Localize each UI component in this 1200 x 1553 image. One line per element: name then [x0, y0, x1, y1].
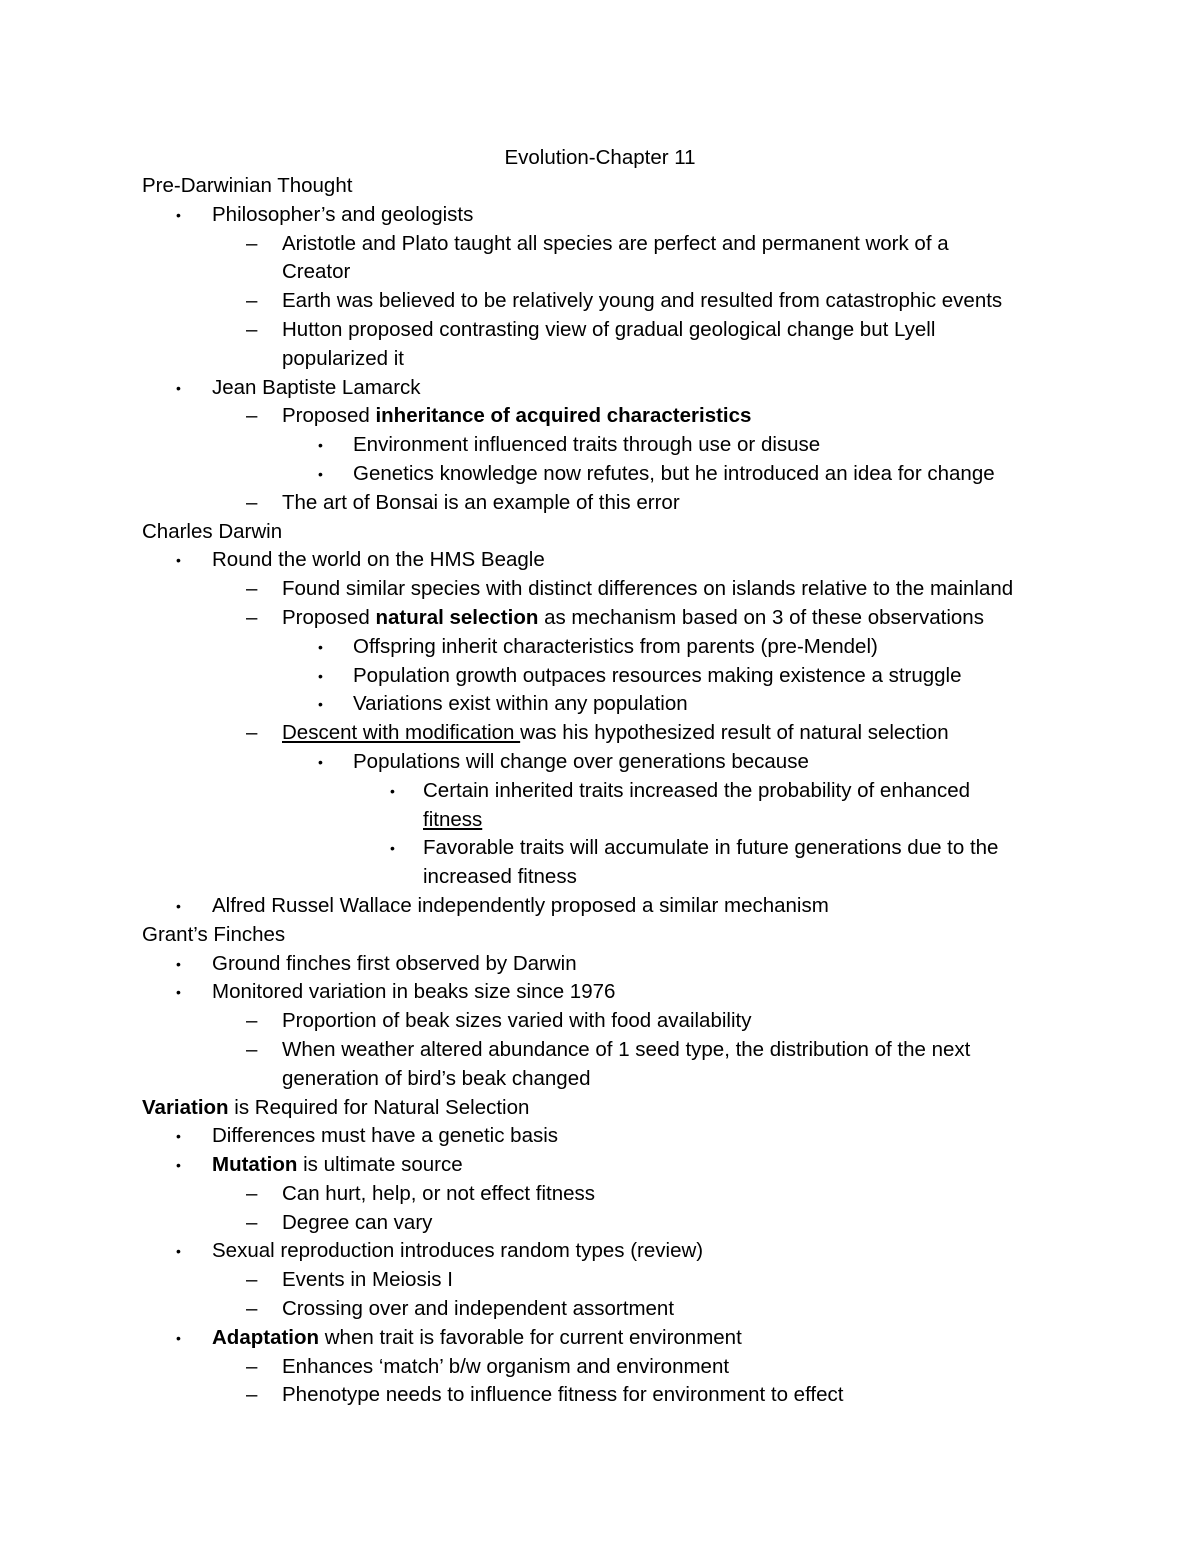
- item-text: as mechanism based on 3 of these observations: [538, 605, 984, 629]
- item-text: Ground finches first observed by Darwin: [212, 951, 577, 975]
- notes-body: [142, 172, 1142, 1410]
- item-text-continued: [142, 806, 1142, 835]
- bullet-marker: •: [390, 782, 395, 799]
- item-text: Alfred Russel Wallace independently proposed a similar mechanism: [212, 893, 829, 917]
- list-item: [142, 230, 1142, 259]
- list-item: [142, 402, 1142, 431]
- item-text-continued: increased fitness: [423, 865, 577, 889]
- list-item: [142, 431, 1142, 460]
- item-text: Proportion of beak sizes varied with food availability: [282, 1009, 752, 1033]
- list-item: [142, 575, 1142, 604]
- key-term: Variation: [142, 1095, 229, 1119]
- item-text: Can hurt, help, or not effect fitness: [282, 1181, 595, 1205]
- list-item: [142, 1122, 1142, 1151]
- item-text: Sexual reproduction introduces random types (review): [212, 1239, 704, 1263]
- key-term: Adaptation: [212, 1325, 320, 1349]
- list-item: [142, 1353, 1142, 1382]
- underlined-term: Descent with modification: [282, 721, 521, 745]
- item-text: Enhances ‘match’ b/w organism and environment: [282, 1354, 730, 1378]
- bullet-marker: •: [176, 552, 181, 569]
- item-text: Favorable traits will accumulate in future generations due to the: [423, 836, 999, 860]
- list-item: [142, 316, 1142, 345]
- list-item: [142, 978, 1142, 1007]
- section-heading: Charles Darwin: [142, 519, 283, 543]
- item-text: when trait is favorable for current environment: [319, 1325, 742, 1349]
- dash-marker: –: [246, 231, 258, 255]
- list-item: [142, 1266, 1142, 1295]
- item-text: Philosopher’s and geologists: [212, 202, 474, 226]
- dash-marker: –: [246, 1383, 258, 1407]
- list-item: [142, 201, 1142, 230]
- item-text: Differences must have a genetic basis: [212, 1124, 559, 1148]
- dash-marker: –: [246, 605, 258, 629]
- list-item: [142, 1036, 1142, 1065]
- list-item: [142, 604, 1142, 633]
- item-text: Phenotype needs to influence fitness for environment to effect: [282, 1383, 844, 1407]
- bullet-marker: •: [176, 955, 181, 972]
- list-item: [142, 892, 1142, 921]
- bullet-marker: •: [318, 667, 323, 684]
- key-term: natural selection: [375, 605, 539, 629]
- key-term: Mutation: [212, 1153, 298, 1177]
- list-item: [142, 287, 1142, 316]
- list-item: [142, 1381, 1142, 1410]
- item-text: Earth was believed to be relatively young and resulted from catastrophic events: [282, 289, 1003, 313]
- bullet-marker: •: [318, 465, 323, 482]
- item-text: When weather altered abundance of 1 seed type, the distribution of the next: [282, 1037, 971, 1061]
- list-item: [142, 460, 1142, 489]
- bullet-marker: •: [318, 753, 323, 770]
- item-text: Crossing over and independent assortment: [282, 1297, 675, 1321]
- dash-marker: –: [246, 721, 258, 745]
- dash-marker: –: [246, 404, 258, 428]
- bullet-marker: •: [176, 1329, 181, 1346]
- item-text: Jean Baptiste Lamarck: [212, 375, 421, 399]
- dash-marker: –: [246, 1297, 258, 1321]
- list-item: [142, 1151, 1142, 1180]
- list-item: [142, 834, 1142, 863]
- bullet-marker: •: [318, 696, 323, 713]
- bullet-marker: •: [176, 1157, 181, 1174]
- item-text: Environment influenced traits through use or disuse: [353, 433, 821, 457]
- underlined-term: fitness: [423, 807, 483, 831]
- item-text: The art of Bonsai is an example of this error: [282, 490, 680, 514]
- item-text: Certain inherited traits increased the probability of enhanced: [423, 778, 970, 802]
- list-item: [142, 1237, 1142, 1266]
- section-heading: [142, 1094, 1142, 1123]
- bullet-marker: •: [390, 840, 395, 857]
- item-text: Hutton proposed contrasting view of gradual geological change but Lyell: [282, 317, 936, 341]
- bullet-marker: •: [176, 206, 181, 223]
- item-text: was his hypothesized result of natural selection: [520, 721, 949, 745]
- item-text-continued: generation of bird’s beak changed: [282, 1066, 591, 1090]
- list-item: [142, 1295, 1142, 1324]
- list-item: [142, 489, 1142, 518]
- item-text: Found similar species with distinct differences on islands relative to the mainland: [282, 577, 1014, 601]
- key-term: inheritance of acquired characteristics: [375, 404, 752, 428]
- item-text-continued: popularized it: [282, 346, 404, 370]
- item-text: Populations will change over generations because: [353, 749, 809, 773]
- bullet-marker: •: [176, 897, 181, 914]
- item-text: Monitored variation in beaks size since 1976: [212, 980, 616, 1004]
- list-item: [142, 950, 1142, 979]
- dash-marker: –: [246, 1037, 258, 1061]
- bullet-marker: •: [318, 638, 323, 655]
- list-item: [142, 633, 1142, 662]
- list-item: [142, 748, 1142, 777]
- item-text: is ultimate source: [297, 1153, 463, 1177]
- bullet-marker: •: [176, 1128, 181, 1145]
- list-item: [142, 546, 1142, 575]
- list-item: [142, 690, 1142, 719]
- page-title: Evolution-Chapter 11: [504, 146, 696, 169]
- dash-marker: –: [246, 317, 258, 341]
- dash-marker: –: [246, 1354, 258, 1378]
- list-item: [142, 1324, 1142, 1353]
- item-text: Round the world on the HMS Beagle: [212, 548, 545, 572]
- section-heading: Grant’s Finches: [142, 922, 286, 946]
- item-text: Population growth outpaces resources making existence a struggle: [353, 663, 962, 687]
- section-heading: Pre-Darwinian Thought: [142, 174, 353, 197]
- bullet-marker: •: [176, 379, 181, 396]
- dash-marker: –: [246, 1210, 258, 1234]
- dash-marker: –: [246, 1009, 258, 1033]
- dash-marker: –: [246, 490, 258, 514]
- item-text: Offspring inherit characteristics from parents (pre-Mendel): [353, 634, 878, 658]
- dash-marker: –: [246, 1268, 258, 1292]
- item-text: Events in Meiosis I: [282, 1268, 453, 1292]
- item-text-continued: Creator: [282, 260, 351, 284]
- bullet-marker: •: [176, 1243, 181, 1260]
- list-item: [142, 374, 1142, 403]
- list-item: [142, 1007, 1142, 1036]
- list-item: [142, 1180, 1142, 1209]
- item-text: Aristotle and Plato taught all species are perfect and permanent work of a: [282, 231, 949, 255]
- item-text: Proposed: [282, 404, 376, 428]
- list-item: [142, 719, 1142, 748]
- bullet-marker: •: [176, 984, 181, 1001]
- dash-marker: –: [246, 1181, 258, 1205]
- dash-marker: –: [246, 577, 258, 601]
- dash-marker: –: [246, 289, 258, 313]
- list-item: [142, 1209, 1142, 1238]
- heading-text: is Required for Natural Selection: [228, 1095, 530, 1119]
- bullet-marker: •: [318, 437, 323, 454]
- list-item: [142, 662, 1142, 691]
- item-text: Degree can vary: [282, 1210, 433, 1234]
- item-text: Proposed: [282, 605, 376, 629]
- item-text: Genetics knowledge now refutes, but he introduced an idea for change: [353, 461, 995, 485]
- list-item: [142, 777, 1142, 806]
- item-text: Variations exist within any population: [353, 692, 688, 716]
